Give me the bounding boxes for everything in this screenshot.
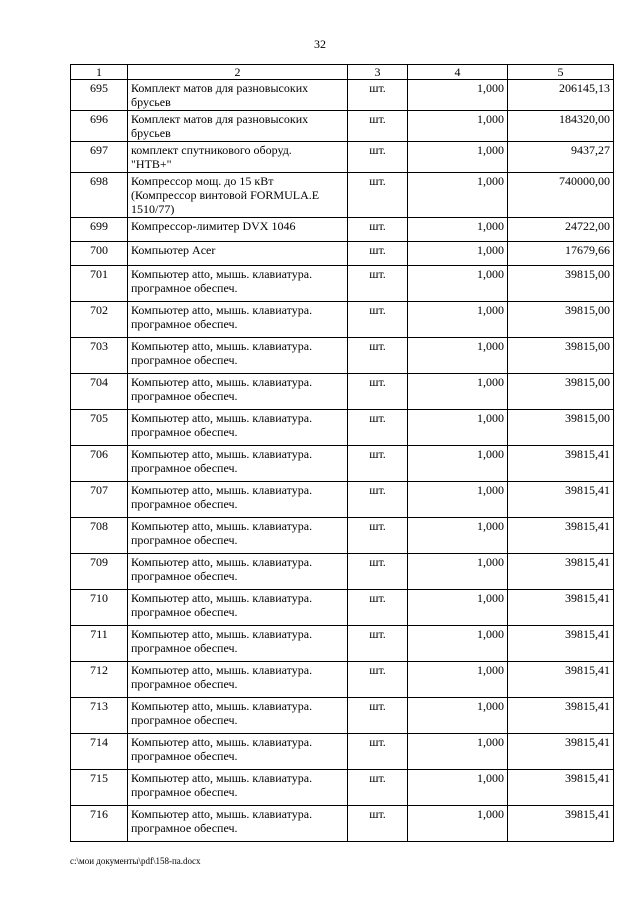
item-quantity: 1,000	[408, 173, 508, 218]
item-unit: шт.	[348, 374, 408, 410]
row-number: 701	[71, 266, 128, 302]
row-number: 713	[71, 698, 128, 734]
item-name-line: програмное обеспеч.	[131, 317, 238, 331]
inventory-table	[70, 64, 614, 842]
row-number: 702	[71, 302, 128, 338]
item-name	[128, 218, 348, 242]
item-name-line: Компьютер atto, мышь. клавиатура.	[131, 555, 313, 569]
row-number: 700	[71, 242, 128, 266]
item-name-line: Компьютер atto, мышь. клавиатура.	[131, 591, 313, 605]
item-unit: шт.	[348, 338, 408, 374]
item-name-line: "НТВ+"	[131, 157, 172, 171]
item-unit: шт.	[348, 410, 408, 446]
item-name	[128, 173, 348, 218]
item-name	[128, 698, 348, 734]
item-name	[128, 410, 348, 446]
table-row	[71, 111, 614, 142]
item-quantity: 1,000	[408, 482, 508, 518]
item-quantity: 1,000	[408, 111, 508, 142]
item-unit: шт.	[348, 662, 408, 698]
item-name-line: 1510/77)	[131, 202, 175, 216]
footer-file-path: c:\мои документы\pdf\158-па.docx	[70, 856, 201, 866]
column-header-quantity: 4	[408, 65, 508, 80]
item-name-line: програмное обеспеч.	[131, 389, 238, 403]
item-name-line: Компьютер atto, мышь. клавиатура.	[131, 339, 313, 353]
row-number: 715	[71, 770, 128, 806]
item-price: 39815,41	[508, 446, 614, 482]
item-quantity: 1,000	[408, 590, 508, 626]
row-number: 716	[71, 806, 128, 842]
item-name	[128, 482, 348, 518]
item-name	[128, 662, 348, 698]
item-name	[128, 806, 348, 842]
row-number: 712	[71, 662, 128, 698]
table-row	[71, 770, 614, 806]
item-name-line: брусьев	[131, 95, 171, 109]
item-price: 39815,41	[508, 554, 614, 590]
table-row	[71, 173, 614, 218]
table-body	[71, 80, 614, 842]
item-name	[128, 338, 348, 374]
item-name-line: програмное обеспеч.	[131, 569, 238, 583]
item-unit: шт.	[348, 242, 408, 266]
table-row	[71, 338, 614, 374]
item-unit: шт.	[348, 734, 408, 770]
item-name-line: Компьютер atto, мышь. клавиатура.	[131, 771, 313, 785]
item-name-line: програмное обеспеч.	[131, 281, 238, 295]
row-number: 696	[71, 111, 128, 142]
item-quantity: 1,000	[408, 338, 508, 374]
item-unit: шт.	[348, 590, 408, 626]
item-quantity: 1,000	[408, 698, 508, 734]
item-name-line: Компьютер atto, мышь. клавиатура.	[131, 519, 313, 533]
item-quantity: 1,000	[408, 734, 508, 770]
item-unit: шт.	[348, 554, 408, 590]
table-row	[71, 242, 614, 266]
item-name	[128, 626, 348, 662]
item-name-line: Компьютер atto, мышь. клавиатура.	[131, 483, 313, 497]
table-row	[71, 554, 614, 590]
table-row	[71, 662, 614, 698]
item-quantity: 1,000	[408, 142, 508, 173]
item-price: 184320,00	[508, 111, 614, 142]
item-name-line: Компьютер atto, мышь. клавиатура.	[131, 735, 313, 749]
table-row	[71, 806, 614, 842]
item-price: 39815,41	[508, 698, 614, 734]
item-quantity: 1,000	[408, 770, 508, 806]
item-name-line: програмное обеспеч.	[131, 461, 238, 475]
table-row	[71, 302, 614, 338]
item-name-line: програмное обеспеч.	[131, 821, 238, 835]
item-price: 9437,27	[508, 142, 614, 173]
table-row	[71, 482, 614, 518]
item-name	[128, 266, 348, 302]
item-name	[128, 374, 348, 410]
item-name	[128, 242, 348, 266]
item-name-line: Компрессор мощ. до 15 кВт	[131, 174, 274, 188]
row-number: 697	[71, 142, 128, 173]
item-name-line: Компьютер atto, мышь. клавиатура.	[131, 375, 313, 389]
item-unit: шт.	[348, 482, 408, 518]
item-unit: шт.	[348, 266, 408, 302]
column-header-number: 1	[71, 65, 128, 80]
item-price: 206145,13	[508, 80, 614, 111]
item-name	[128, 142, 348, 173]
item-price: 39815,00	[508, 266, 614, 302]
item-name-line: (Компрессор винтовой FORMULA.E	[131, 188, 320, 202]
item-price: 39815,00	[508, 302, 614, 338]
item-quantity: 1,000	[408, 806, 508, 842]
item-name	[128, 302, 348, 338]
item-name-line: Компьютер atto, мышь. клавиатура.	[131, 303, 313, 317]
item-unit: шт.	[348, 446, 408, 482]
item-name-line: програмное обеспеч.	[131, 677, 238, 691]
table-row	[71, 698, 614, 734]
item-name-line: брусьев	[131, 126, 171, 140]
table-row	[71, 626, 614, 662]
item-name	[128, 518, 348, 554]
row-number: 706	[71, 446, 128, 482]
item-price: 39815,41	[508, 734, 614, 770]
item-name-line: програмное обеспеч.	[131, 785, 238, 799]
item-name-line: комплект спутникового оборуд.	[131, 143, 292, 157]
item-name-line: Комплект матов для разновысоких	[131, 81, 309, 95]
item-unit: шт.	[348, 806, 408, 842]
item-name-line: Компьютер atto, мышь. клавиатура.	[131, 267, 313, 281]
item-quantity: 1,000	[408, 410, 508, 446]
item-price: 39815,00	[508, 374, 614, 410]
item-unit: шт.	[348, 142, 408, 173]
item-unit: шт.	[348, 218, 408, 242]
item-name-line: програмное обеспеч.	[131, 605, 238, 619]
item-quantity: 1,000	[408, 554, 508, 590]
item-quantity: 1,000	[408, 218, 508, 242]
row-number: 704	[71, 374, 128, 410]
item-quantity: 1,000	[408, 242, 508, 266]
table-row	[71, 734, 614, 770]
column-header-unit: 3	[348, 65, 408, 80]
item-name-line: програмное обеспеч.	[131, 713, 238, 727]
table-row	[71, 374, 614, 410]
item-name-line: програмное обеспеч.	[131, 641, 238, 655]
item-name	[128, 734, 348, 770]
item-price: 39815,41	[508, 770, 614, 806]
item-name	[128, 590, 348, 626]
item-price: 39815,41	[508, 518, 614, 554]
row-number: 710	[71, 590, 128, 626]
item-price: 39815,41	[508, 662, 614, 698]
row-number: 714	[71, 734, 128, 770]
column-header-name: 2	[128, 65, 348, 80]
item-name-line: Компрессор-лимитер DVX 1046	[131, 219, 296, 233]
table-row	[71, 446, 614, 482]
item-quantity: 1,000	[408, 626, 508, 662]
table-row	[71, 590, 614, 626]
table-row	[71, 518, 614, 554]
item-name	[128, 111, 348, 142]
item-quantity: 1,000	[408, 80, 508, 111]
row-number: 708	[71, 518, 128, 554]
table-row	[71, 218, 614, 242]
row-number: 711	[71, 626, 128, 662]
row-number: 705	[71, 410, 128, 446]
row-number: 695	[71, 80, 128, 111]
item-name-line: Компьютер atto, мышь. клавиатура.	[131, 807, 313, 821]
item-price: 17679,66	[508, 242, 614, 266]
row-number: 707	[71, 482, 128, 518]
item-quantity: 1,000	[408, 518, 508, 554]
item-name-line: Компьютер atto, мышь. клавиатура.	[131, 447, 313, 461]
item-name-line: програмное обеспеч.	[131, 749, 238, 763]
column-header-price: 5	[508, 65, 614, 80]
page-number: 32	[314, 37, 326, 51]
item-unit: шт.	[348, 698, 408, 734]
item-name-line: Компьютер atto, мышь. клавиатура.	[131, 663, 313, 677]
row-number: 699	[71, 218, 128, 242]
table-row	[71, 142, 614, 173]
item-price: 39815,00	[508, 410, 614, 446]
item-name	[128, 80, 348, 111]
item-price: 24722,00	[508, 218, 614, 242]
item-quantity: 1,000	[408, 374, 508, 410]
item-name-line: Компьютер Acer	[131, 243, 216, 257]
item-unit: шт.	[348, 770, 408, 806]
item-quantity: 1,000	[408, 446, 508, 482]
table-row	[71, 266, 614, 302]
item-name-line: Комплект матов для разновысоких	[131, 112, 309, 126]
item-name-line: Компьютер atto, мышь. клавиатура.	[131, 699, 313, 713]
row-number: 709	[71, 554, 128, 590]
item-unit: шт.	[348, 173, 408, 218]
item-name-line: програмное обеспеч.	[131, 497, 238, 511]
row-number: 703	[71, 338, 128, 374]
item-name-line: програмное обеспеч.	[131, 533, 238, 547]
item-unit: шт.	[348, 111, 408, 142]
item-quantity: 1,000	[408, 266, 508, 302]
item-price: 39815,00	[508, 338, 614, 374]
item-name-line: програмное обеспеч.	[131, 353, 238, 367]
table-row	[71, 410, 614, 446]
item-name	[128, 446, 348, 482]
table-header-row	[71, 65, 614, 80]
item-name-line: Компьютер atto, мышь. клавиатура.	[131, 411, 313, 425]
item-unit: шт.	[348, 80, 408, 111]
item-name	[128, 770, 348, 806]
item-price: 39815,41	[508, 482, 614, 518]
item-unit: шт.	[348, 518, 408, 554]
item-unit: шт.	[348, 626, 408, 662]
item-name	[128, 554, 348, 590]
item-unit: шт.	[348, 302, 408, 338]
item-price: 39815,41	[508, 806, 614, 842]
item-name-line: програмное обеспеч.	[131, 425, 238, 439]
item-price: 39815,41	[508, 626, 614, 662]
item-price: 39815,41	[508, 590, 614, 626]
row-number: 698	[71, 173, 128, 218]
item-quantity: 1,000	[408, 662, 508, 698]
item-name-line: Компьютер atto, мышь. клавиатура.	[131, 627, 313, 641]
table-row	[71, 80, 614, 111]
item-quantity: 1,000	[408, 302, 508, 338]
item-price: 740000,00	[508, 173, 614, 218]
